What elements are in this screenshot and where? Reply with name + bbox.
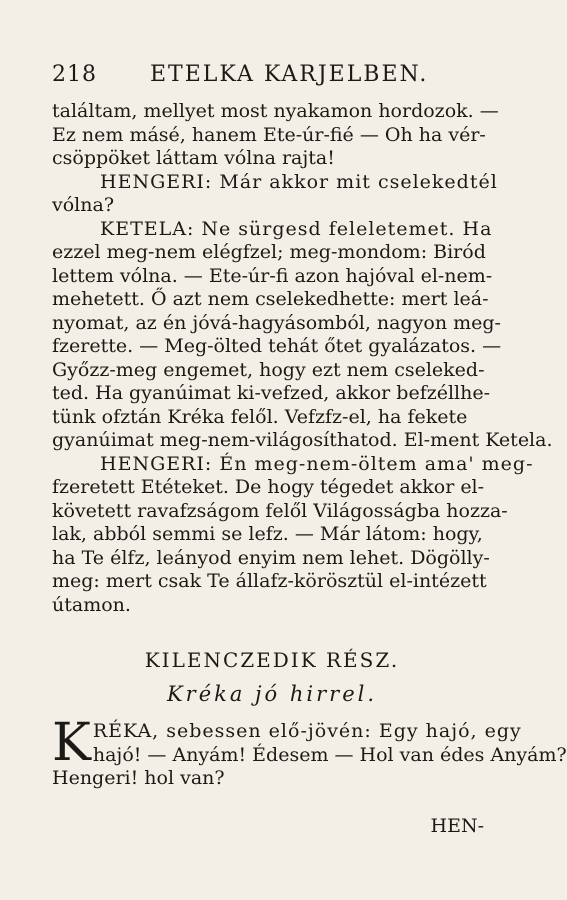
text-line: Hengeri! hol van?	[52, 767, 225, 789]
text-line: lak, abból semmi se lefz. — Már látom: hogy,	[52, 523, 483, 545]
text-line: Ez nem másé, hanem Ete-úr-fié — Oh ha vér-	[52, 123, 486, 146]
text-line: fzerette. — Meg-ölted tehát őtet gyalázatos. —	[52, 335, 502, 357]
text-line: RÉKA, sebessen elő-jövén: Egy hajó, egy	[92, 720, 522, 742]
speaker-line-hengeri: HENGERI: Már akkor mit cselekedtél	[100, 170, 498, 193]
text-line: fzeretett Etéteket. De hogy tégedet akkor el-	[52, 476, 485, 498]
text-line: nyomat, az én jóvá-hagyásomból, nagyon meg-	[52, 311, 501, 334]
speaker-line-ketela: KETELA: Ne sürgesd feleletemet. Ha	[100, 217, 493, 240]
text-line: ezzel meg-nem elégfzel; meg-mondom: Biród	[52, 241, 486, 263]
drop-cap: K	[52, 713, 91, 773]
text-line: találtam, mellyet most nyakamon hordozok. —	[52, 100, 499, 122]
text-line: csöppöket láttam vólna rajta!	[52, 147, 335, 169]
text-line: tünk ofztán Kréka felől. Vefzfz-el, ha fekete	[52, 405, 468, 428]
text-line: vólna?	[52, 194, 115, 216]
opening-paragraph	[52, 713, 567, 791]
speaker-line-hengeri: HENGERI: Én meg-nem-öltem ama' meg-	[100, 452, 534, 475]
body-text	[52, 100, 567, 838]
text-line: követett ravafzságom felől Világosságba hozza-	[52, 499, 508, 522]
page-number: 218	[52, 62, 97, 87]
page-header	[0, 62, 520, 92]
text-line: Győzz-meg engemet, hogy ezt nem cseleked-	[52, 358, 485, 381]
catchword: HEN-	[430, 814, 484, 837]
text-line: mehetett. Ő azt nem cselekedhette: mert leá-	[52, 288, 489, 310]
text-line: ha Te élfz, leányod enyim nem lehet. Dögölly-	[52, 546, 490, 569]
text-line: lettem vólna. — Ete-úr-fi azon hajóval el-nem-	[52, 264, 493, 287]
text-line: ted. Ha gyanúimat ki-vefzed, akkor befzéllhe-	[52, 382, 491, 404]
chapter-subtitle: Kréka jó hirrel.	[166, 681, 378, 706]
text-line: gyanúimat meg-nem-világosíthatod. El-ment Ketela.	[52, 429, 553, 451]
text-line: hajó! — Anyám! Édesem — Hol van édes Anyám?	[92, 743, 567, 766]
text-line: útamon.	[52, 593, 131, 616]
running-head: ETELKA KARJELBEN.	[150, 62, 429, 87]
text-line: meg: mert csak Te állafz-körösztül el-intézett	[52, 570, 487, 592]
chapter-title: KILENCZEDIK RÉSZ.	[144, 648, 400, 672]
